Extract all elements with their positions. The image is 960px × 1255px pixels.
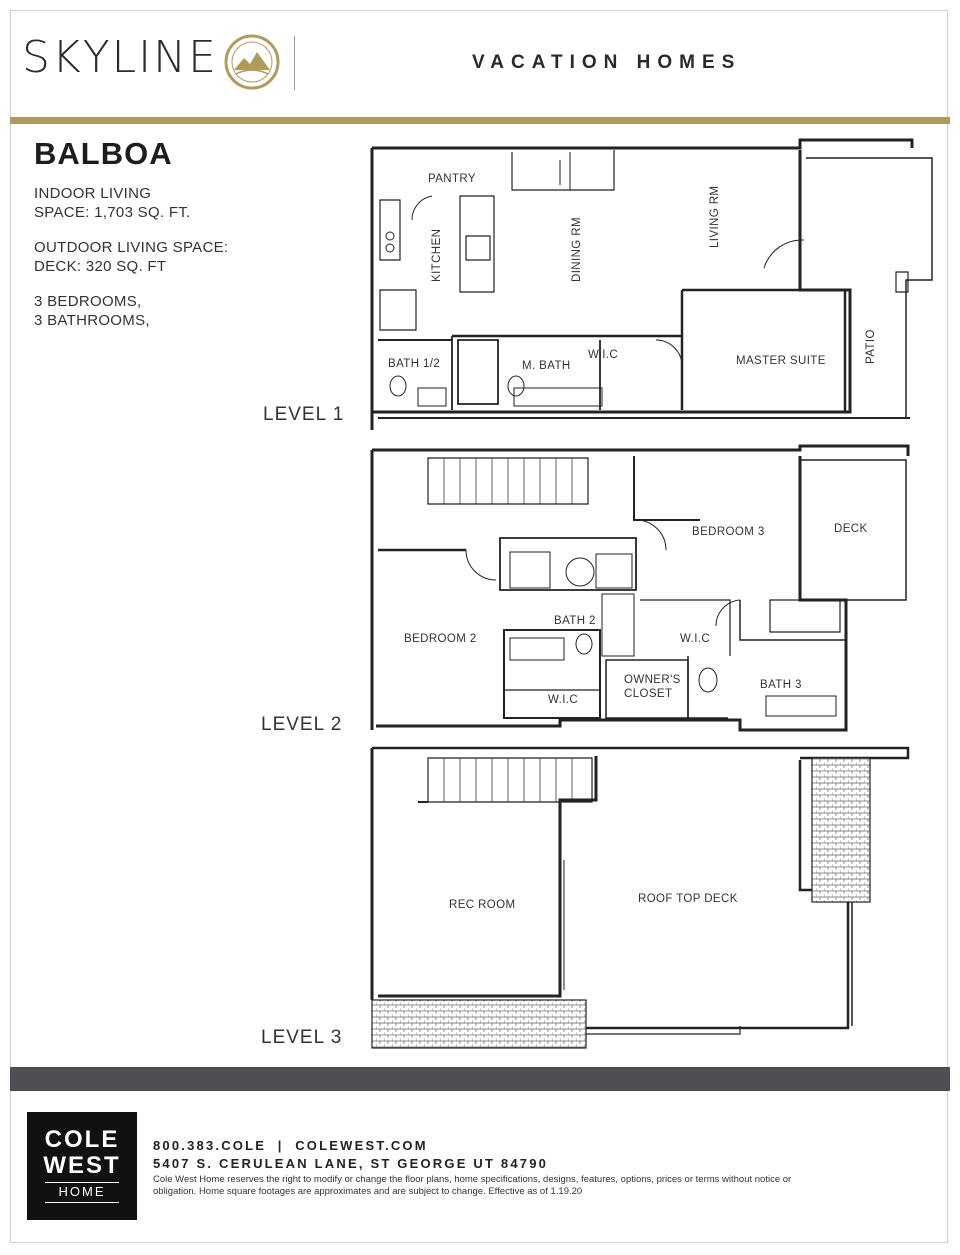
logo-line-west: WEST bbox=[43, 1152, 121, 1179]
level-3-brick-wall-right bbox=[812, 758, 870, 902]
room-wic-level2-b: W.I.C bbox=[548, 694, 579, 706]
logo-rule-bottom bbox=[45, 1202, 119, 1203]
room-wic-level2-a: W.I.C bbox=[680, 633, 711, 645]
room-owners-closet-line1: OWNER'S bbox=[624, 674, 681, 686]
level-2-label: LEVEL 2 bbox=[261, 714, 343, 735]
disclaimer-text: Cole West Home reserves the right to modify or change the floor plans, home specifications, designs, features, options, prices or terms without notice or obligation. Home square footages are approximates and are subject to change. Effective as of 1.19.20 bbox=[153, 1174, 792, 1197]
room-master-bath: M. BATH bbox=[522, 360, 571, 372]
room-bath-3: BATH 3 bbox=[760, 679, 802, 691]
room-bedroom-2: BEDROOM 2 bbox=[404, 633, 477, 645]
room-deck: DECK bbox=[834, 523, 868, 535]
spec-outdoor: OUTDOOR LIVING SPACE: DECK: 320 SQ. FT bbox=[34, 239, 229, 275]
logo-rule-top bbox=[45, 1182, 119, 1183]
level-3-brick-wall-bottom bbox=[372, 1000, 586, 1048]
room-patio: PATIO bbox=[865, 329, 877, 364]
room-roof-top-deck: ROOF TOP DECK bbox=[638, 893, 738, 905]
footer-divider-bar bbox=[10, 1067, 950, 1091]
spec-rooms: 3 BEDROOMS, 3 BATHROOMS, bbox=[34, 293, 150, 329]
plan-name: BALBOA bbox=[34, 136, 173, 171]
room-kitchen: KITCHEN bbox=[431, 228, 443, 282]
spec-indoor: INDOOR LIVING SPACE: 1,703 SQ. FT. bbox=[34, 185, 191, 221]
room-rec-room: REC ROOM bbox=[449, 899, 516, 911]
address-line: 5407 S. CERULEAN LANE, ST GEORGE UT 84790 bbox=[153, 1156, 549, 1171]
room-wic-level1: W.I.C bbox=[588, 349, 619, 361]
logo-line-cole: COLE bbox=[44, 1126, 120, 1153]
level-3-label: LEVEL 3 bbox=[261, 1027, 343, 1048]
brand-wordmark: SKYLINE bbox=[22, 32, 218, 83]
room-pantry: PANTRY bbox=[428, 173, 476, 185]
contact-line: 800.383.COLE | COLEWEST.COM bbox=[153, 1138, 428, 1153]
room-owners-closet-line2: CLOSET bbox=[624, 688, 673, 700]
room-bedroom-3: BEDROOM 3 bbox=[692, 526, 765, 538]
room-master-suite: MASTER SUITE bbox=[736, 355, 826, 367]
logo-line-home: HOME bbox=[58, 1184, 106, 1199]
tagline: VACATION HOMES bbox=[472, 52, 742, 73]
room-living: LIVING RM bbox=[709, 185, 721, 248]
room-dining: DINING RM bbox=[571, 217, 583, 282]
room-bath-half: BATH 1/2 bbox=[388, 358, 441, 370]
room-bath-2: BATH 2 bbox=[554, 615, 596, 627]
level-1-label: LEVEL 1 bbox=[263, 404, 345, 425]
cole-west-home-logo bbox=[27, 1112, 137, 1220]
